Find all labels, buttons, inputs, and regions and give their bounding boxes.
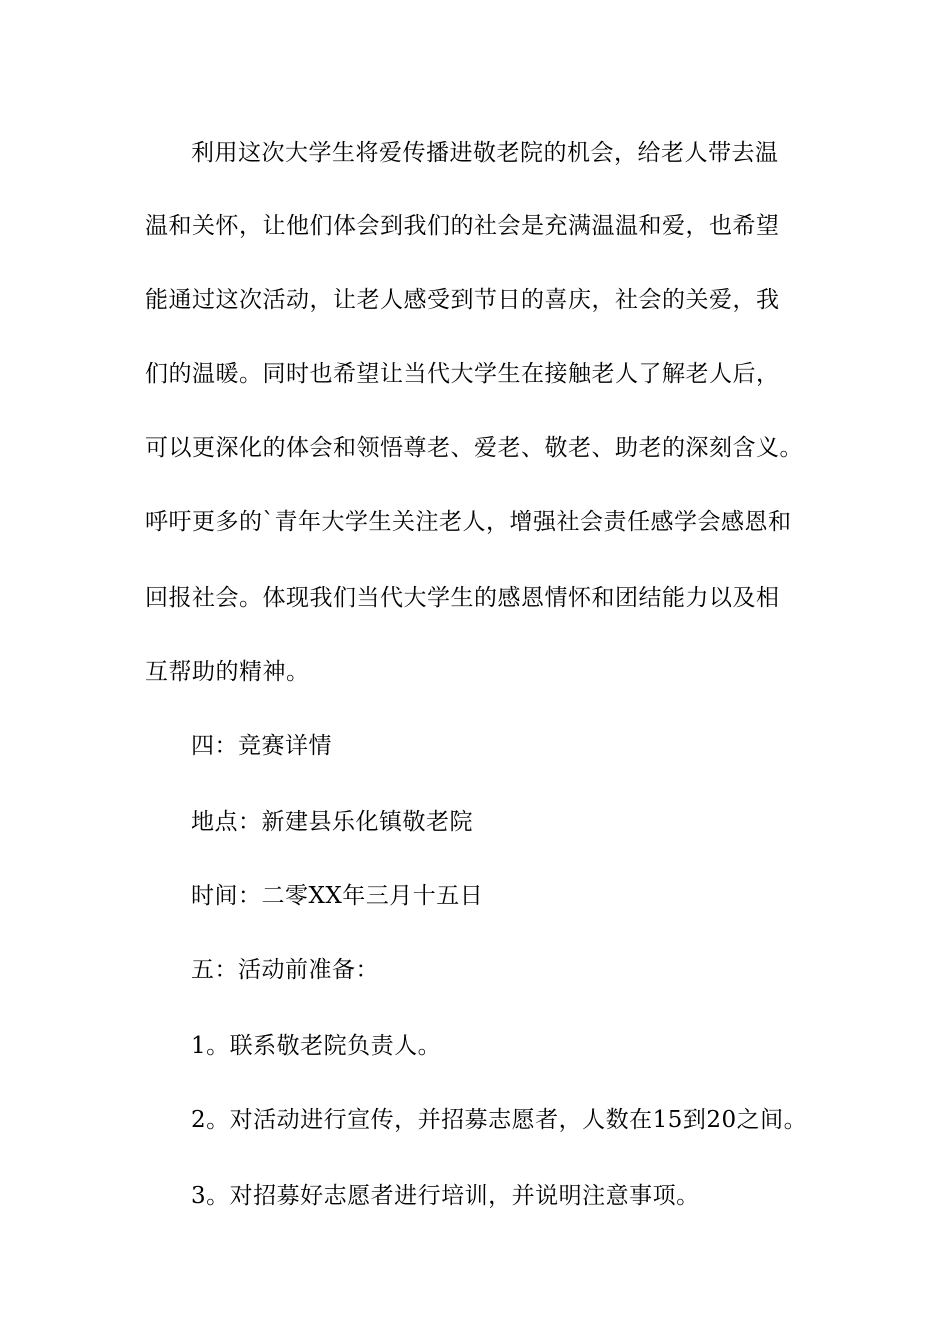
paragraph-line-5: 可以更深化的体会和领悟尊老、爱老、敬老、助老的深刻含义。	[145, 435, 803, 461]
time-line: 时间：二零XX年三月十五日	[191, 883, 484, 909]
section-five-heading: 五：活动前准备：	[191, 957, 379, 983]
paragraph-line-7: 回报社会。体现我们当代大学生的感恩情怀和团结能力以及相	[145, 585, 780, 611]
paragraph-line-4: 们的温暖。同时也希望让当代大学生在接触老人了解老人后，	[145, 361, 780, 387]
paragraph-line-2: 温和关怀，让他们体会到我们的社会是充满温温和爱，也希望	[145, 213, 780, 239]
prep-item-2: 2。对活动进行宣传，并招募志愿者，人数在15到20之间。	[191, 1107, 808, 1133]
paragraph-line-3: 能通过这次活动，让老人感受到节日的喜庆，社会的关爱，我	[145, 287, 780, 313]
location-line: 地点：新建县乐化镇敬老院	[191, 809, 473, 835]
paragraph-line-1: 利用这次大学生将爱传播进敬老院的机会，给老人带去温	[191, 140, 779, 166]
paragraph-line-8: 互帮助的精神。	[145, 659, 310, 685]
prep-item-1: 1。联系敬老院负责人。	[191, 1033, 442, 1059]
section-four-heading: 四：竞赛详情	[191, 733, 332, 759]
paragraph-line-6: 呼吁更多的`青年大学生关注老人，增强社会责任感学会感恩和	[145, 509, 792, 535]
prep-item-3: 3。对招募好志愿者进行培训，并说明注意事项。	[191, 1183, 700, 1209]
